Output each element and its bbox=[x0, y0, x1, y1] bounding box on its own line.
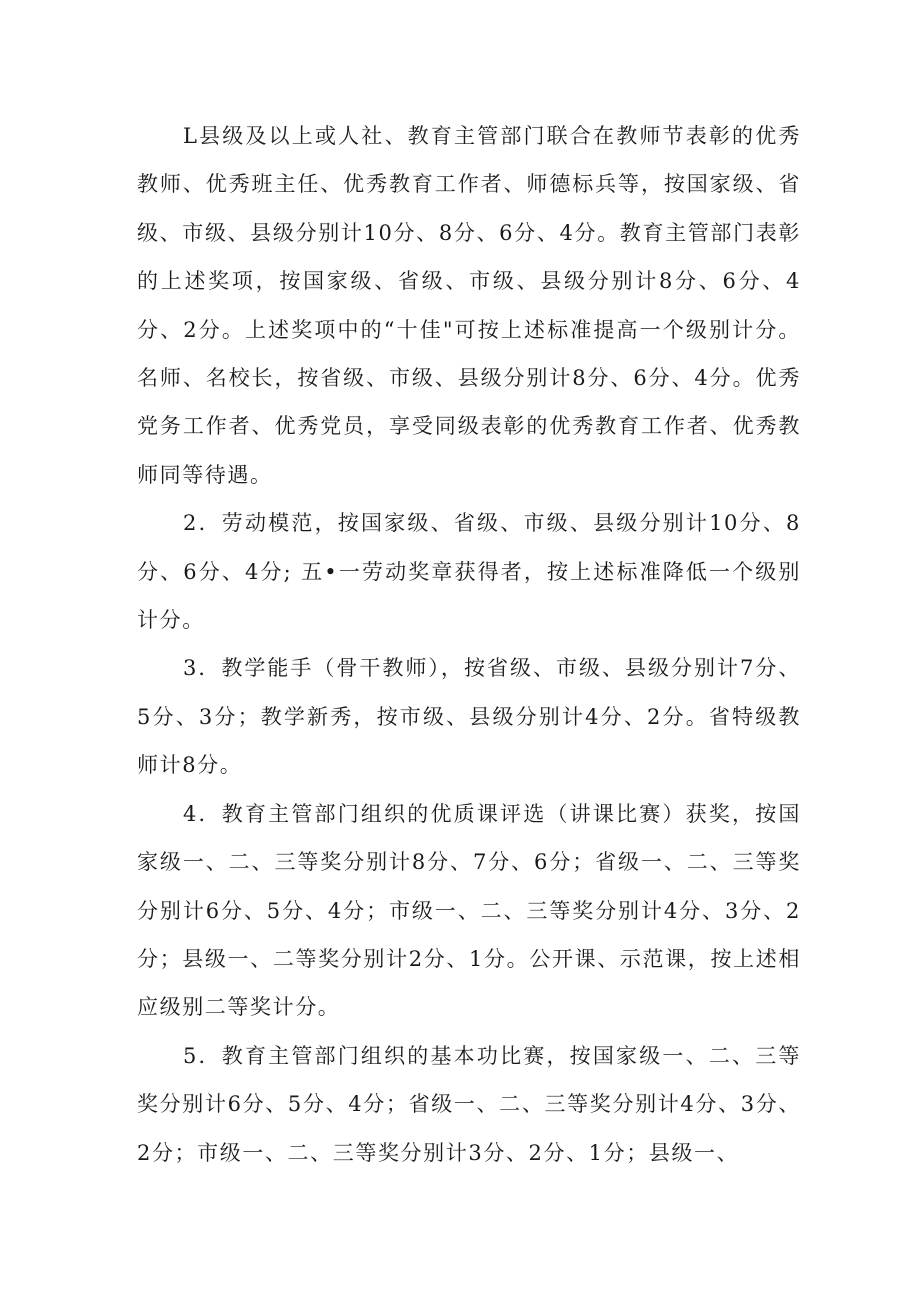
paragraph-3-teaching-expert: 3．教学能手（骨干教师），按省级、市级、县级分别计7分、5分、3分；教学新秀，按市级、县级分别计4分、2分。省特级教师计8分。 bbox=[137, 656, 801, 778]
paragraph-1-teacher-awards: L县级及以上或人社、教育主管部门联合在教师节表彰的优秀教师、优秀班主任、优秀教育工作者、师德标兵等，按国家级、省级、市级、县级分别计10分、8分、6分、4分。教育主管部门表彰的上述奖项，按国家级、省级、市级、县级分别计8分、6分、4分、2分。上述奖项中的“十佳"可按上述标准提高一个级别计分。名师、名校长，按省级、市级、县级分别计8分、6分、4分。优秀党务工作者、优秀党员，享受同级表彰的优秀教育工作者、优秀教师同等待遇。 bbox=[137, 124, 801, 487]
document-body bbox=[137, 112, 801, 1177]
paragraph-4-quality-lesson: 4．教育主管部门组织的优质课评选（讲课比赛）获奖，按国家级一、二、三等奖分别计8分、7分、6分；省级一、二、三等奖分别计6分、5分、4分；市级一、二、三等奖分别计4分、3分、2分；县级一、二等奖分别计2分、1分。公开课、示范课，按上述相应级别二等奖计分。 bbox=[137, 801, 801, 1020]
paragraph-5-basic-skills: 5．教育主管部门组织的基本功比赛，按国家级一、二、三等奖分别计6分、5分、4分；省级一、二、三等奖分别计4分、3分、2分；市级一、二、三等奖分别计3分、2分、1分；县级一、 bbox=[137, 1043, 801, 1165]
paragraph-2-labor-model: 2．劳动模范，按国家级、省级、市级、县级分别计10分、8分、6分、4分; 五•一劳动奖章获得者，按上述标准降低一个级别计分。 bbox=[137, 511, 801, 633]
